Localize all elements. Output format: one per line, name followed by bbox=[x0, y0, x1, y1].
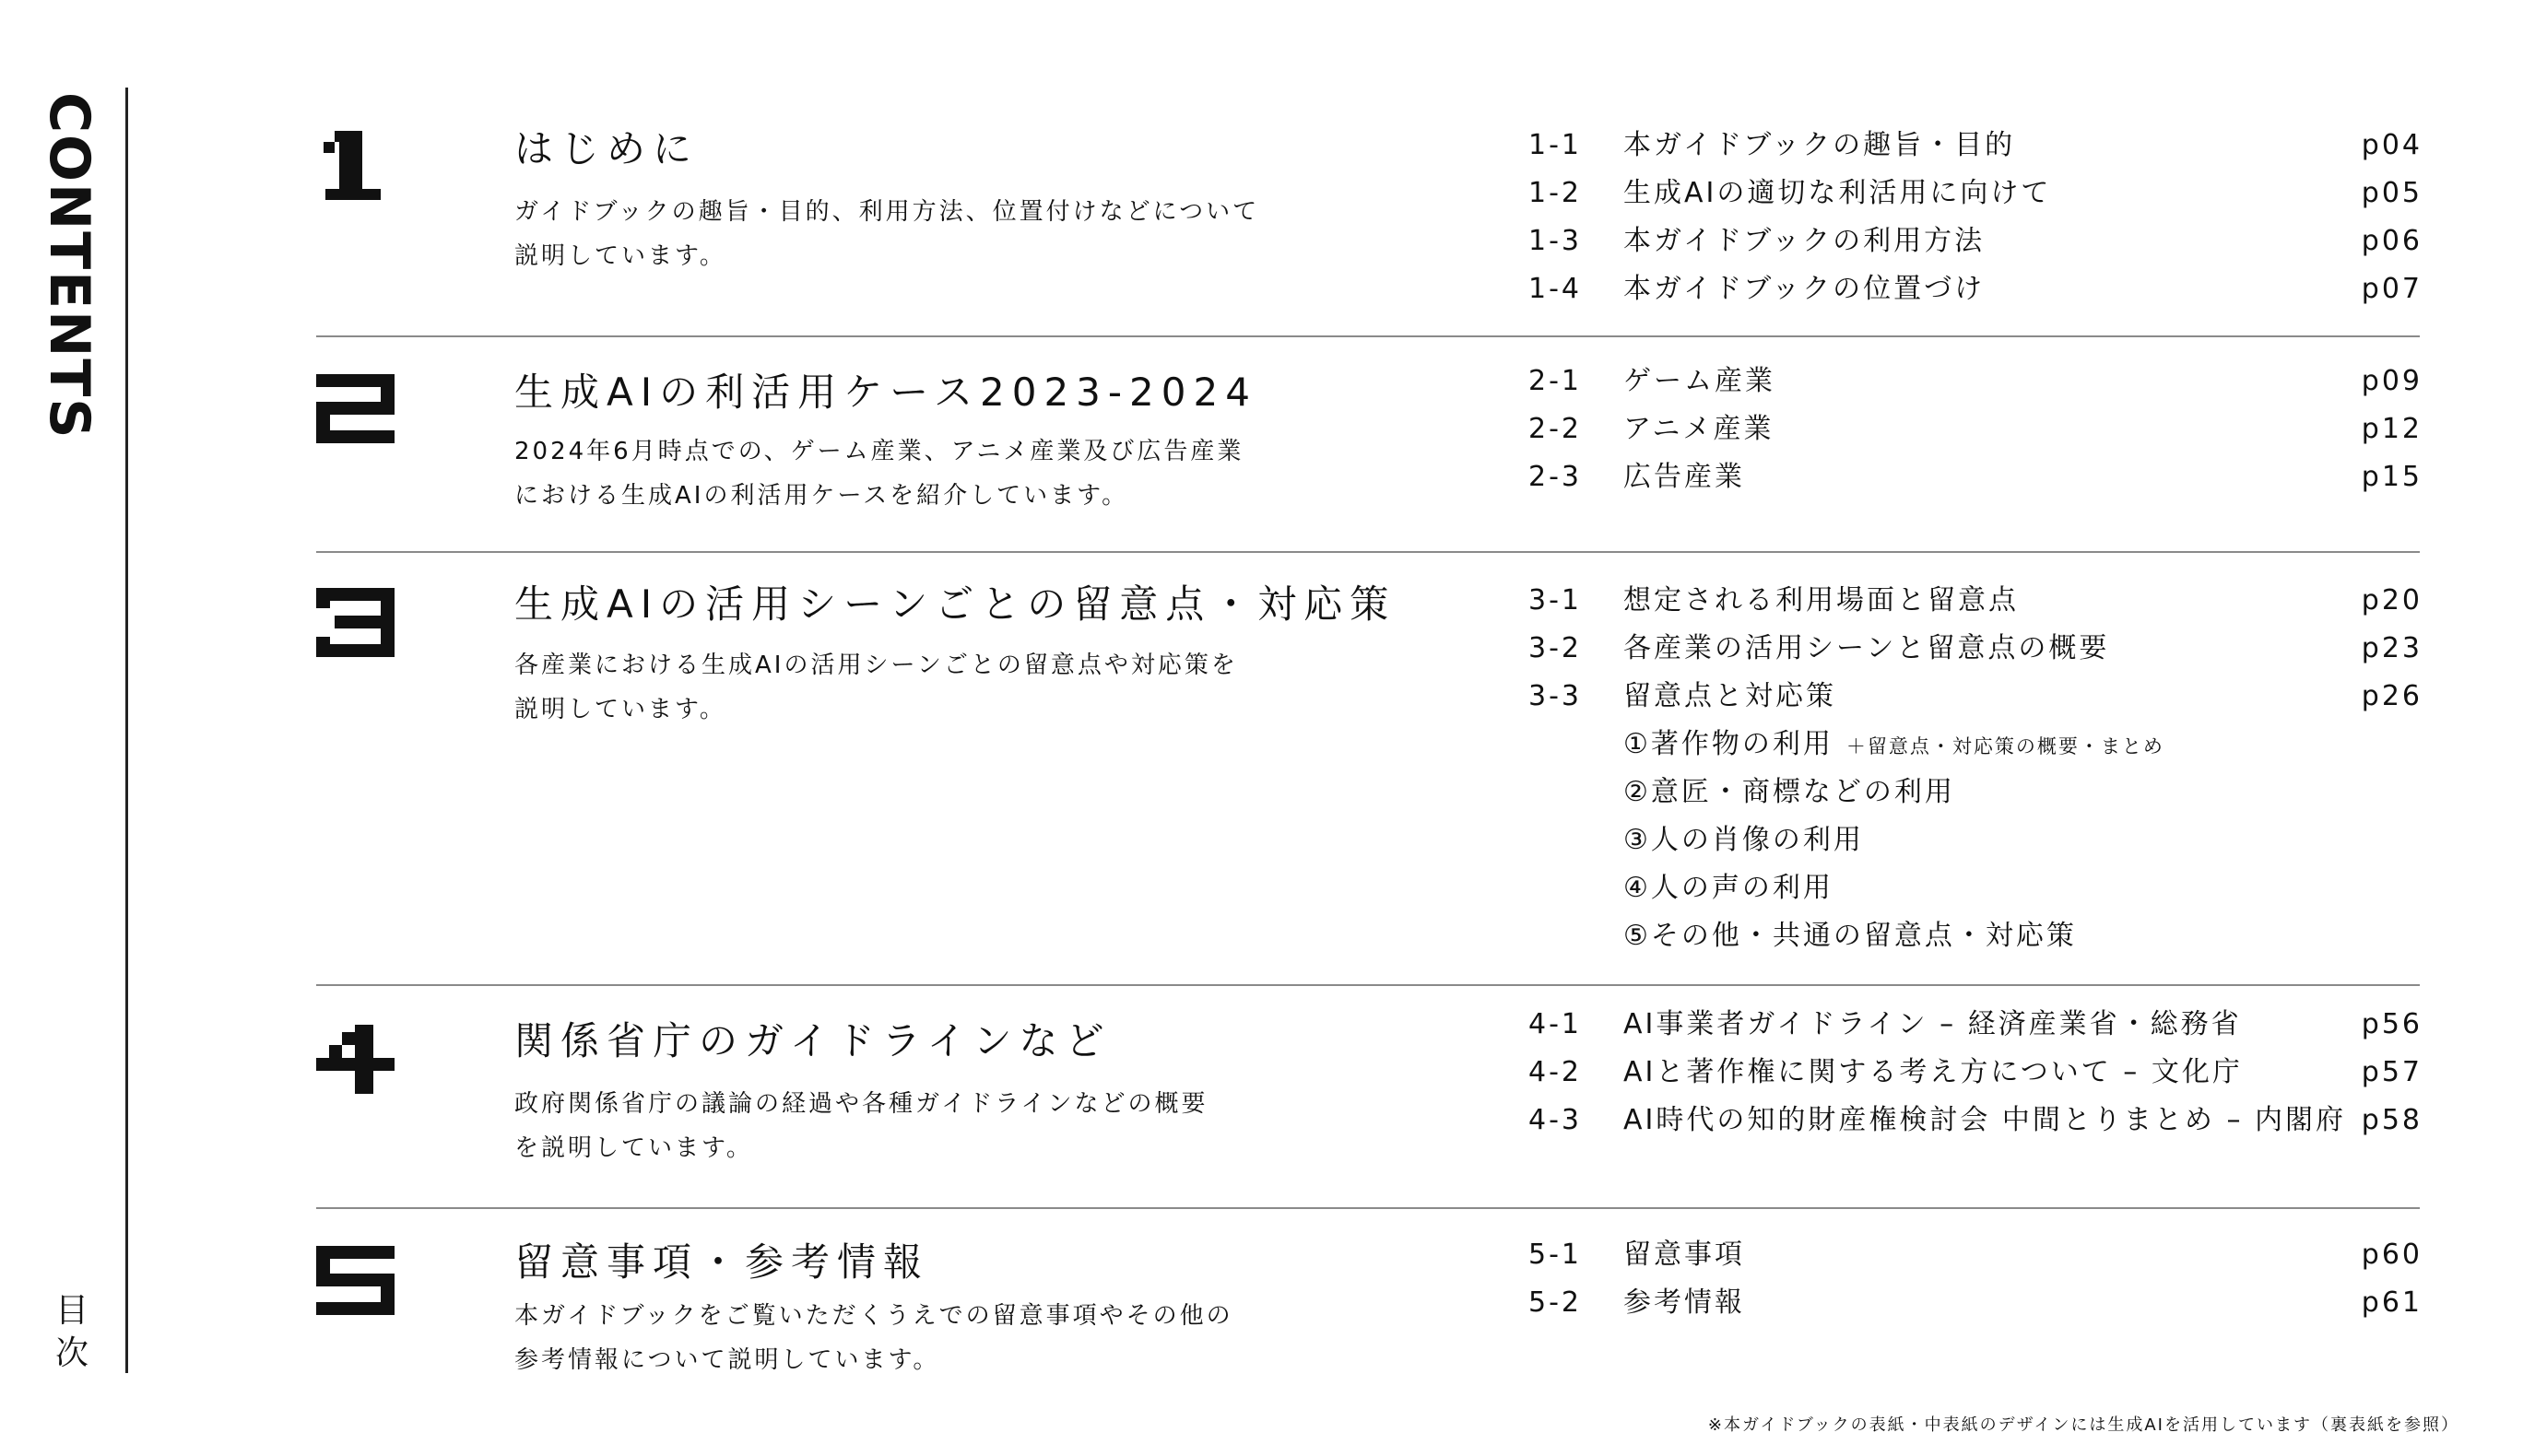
section-desc-2 bbox=[514, 429, 1270, 518]
toc-item-4-1[interactable] bbox=[1528, 1001, 2423, 1049]
section-1 bbox=[316, 122, 2423, 334]
mokuji-char-1: 目 bbox=[54, 1292, 88, 1330]
section-number-3-icon bbox=[316, 588, 395, 666]
toc-item-1-1[interactable] bbox=[1528, 122, 2423, 170]
toc-page: p26 bbox=[2361, 680, 2423, 712]
toc-code: 3-2 bbox=[1528, 632, 1582, 664]
toc-item-2-1[interactable] bbox=[1528, 358, 2423, 405]
section-desc-2-line-1: 2024年6月時点での、ゲーム産業、アニメ産業及び広告産業 bbox=[514, 438, 1244, 465]
toc-label: 各産業の活用シーンと留意点の概要 bbox=[1623, 632, 2110, 664]
section-divider-1 bbox=[316, 335, 2420, 337]
contents-title-text: CONTENTS bbox=[37, 92, 101, 440]
toc-page: p15 bbox=[2361, 461, 2423, 493]
toc-subitem-text: ①著作物の利用 bbox=[1623, 728, 1833, 760]
section-5 bbox=[316, 1235, 2423, 1391]
section-divider-3 bbox=[316, 984, 2420, 986]
toc-item-3-2[interactable] bbox=[1528, 625, 2423, 673]
toc-label: AIと著作権に関する考え方について – 文化庁 bbox=[1623, 1056, 2243, 1088]
toc-page: p20 bbox=[2361, 584, 2423, 616]
toc-item-5-2[interactable] bbox=[1528, 1279, 2423, 1327]
section-desc-5-line-1: 本ガイドブックをご覧いただくうえでの留意事項やその他の bbox=[514, 1302, 1233, 1330]
toc-item-4-2[interactable] bbox=[1528, 1049, 2423, 1097]
toc-code: 1-3 bbox=[1528, 225, 1582, 257]
section-desc-5 bbox=[514, 1294, 1270, 1382]
section-number-2-icon bbox=[316, 374, 395, 452]
toc-item-5-1[interactable] bbox=[1528, 1231, 2423, 1279]
toc-label: ゲーム産業 bbox=[1623, 365, 1775, 397]
toc-code: 2-1 bbox=[1528, 365, 1582, 397]
toc-subitem-1[interactable] bbox=[1528, 721, 2423, 769]
toc-label: AI時代の知的財産権検討会 中間とりまとめ – 内閣府 bbox=[1623, 1104, 2346, 1136]
contents-vertical-title bbox=[37, 92, 101, 440]
toc-item-2-2[interactable] bbox=[1528, 405, 2423, 453]
digit-5-glyph bbox=[316, 1246, 395, 1315]
toc-item-1-2[interactable] bbox=[1528, 170, 2423, 217]
toc-code: 4-3 bbox=[1528, 1104, 1582, 1136]
toc-code: 3-1 bbox=[1528, 584, 1582, 616]
toc-page: p09 bbox=[2361, 365, 2423, 397]
section-desc-3-line-1: 各産業における生成AIの活用シーンごとの留意点や対応策を bbox=[514, 652, 1238, 679]
toc-page: p57 bbox=[2361, 1056, 2423, 1088]
section-divider-2 bbox=[316, 551, 2420, 553]
section-number-1-icon bbox=[316, 131, 395, 209]
section-desc-3-line-2: 説明しています。 bbox=[514, 696, 726, 723]
section-2 bbox=[316, 365, 2423, 549]
section-number-5-icon bbox=[316, 1246, 395, 1324]
toc-subitem-note: ＋留意点・対応策の概要・まとめ bbox=[1845, 735, 2164, 757]
digit-4-glyph bbox=[316, 1025, 395, 1094]
section-number-4-icon bbox=[316, 1025, 395, 1103]
section-3-items bbox=[1528, 577, 2423, 960]
section-1-items bbox=[1528, 122, 2423, 313]
toc-label: 留意点と対応策 bbox=[1623, 680, 1836, 712]
toc-page: p05 bbox=[2361, 177, 2423, 209]
toc-page: p56 bbox=[2361, 1008, 2423, 1040]
section-desc-1-line-2: 説明しています。 bbox=[514, 242, 726, 270]
toc-page: p12 bbox=[2361, 413, 2423, 445]
section-title-4: 関係省庁のガイドラインなど bbox=[514, 1018, 1112, 1063]
section-desc-5-line-2: 参考情報について説明しています。 bbox=[514, 1346, 940, 1374]
section-5-items bbox=[1528, 1231, 2423, 1327]
toc-subitem-label bbox=[1623, 721, 2164, 770]
toc-code: 2-3 bbox=[1528, 461, 1582, 493]
toc-code: 1-1 bbox=[1528, 129, 1582, 161]
toc-label: 想定される利用場面と留意点 bbox=[1623, 584, 2019, 616]
section-2-items bbox=[1528, 358, 2423, 501]
section-title-3: 生成AIの活用シーンごとの留意点・対応策 bbox=[514, 581, 1397, 627]
toc-code: 1-2 bbox=[1528, 177, 1582, 209]
section-desc-4-line-2: を説明しています。 bbox=[514, 1134, 753, 1162]
toc-subitem-5[interactable] bbox=[1528, 912, 2423, 960]
toc-code: 2-2 bbox=[1528, 413, 1582, 445]
section-4 bbox=[316, 1008, 2423, 1198]
section-desc-3 bbox=[514, 643, 1270, 732]
toc-label: 留意事項 bbox=[1623, 1239, 1745, 1271]
section-desc-1-line-1: ガイドブックの趣旨・目的、利用方法、位置付けなどについて bbox=[514, 198, 1260, 226]
toc-item-1-4[interactable] bbox=[1528, 265, 2423, 313]
digit-2-glyph bbox=[316, 374, 395, 443]
toc-item-1-3[interactable] bbox=[1528, 217, 2423, 265]
toc-label: 本ガイドブックの位置づけ bbox=[1623, 273, 1986, 305]
section-divider-4 bbox=[316, 1207, 2420, 1209]
toc-label: 本ガイドブックの趣旨・目的 bbox=[1623, 129, 2016, 161]
toc-label: 本ガイドブックの利用方法 bbox=[1623, 225, 1986, 257]
toc-code: 3-3 bbox=[1528, 680, 1582, 712]
toc-page: p07 bbox=[2361, 273, 2423, 305]
toc-label: 広告産業 bbox=[1623, 461, 1745, 493]
toc-subitem-4[interactable] bbox=[1528, 864, 2423, 912]
toc-page: p04 bbox=[2361, 129, 2423, 161]
toc-subitem-text: ②意匠・商標などの利用 bbox=[1623, 776, 1955, 808]
section-desc-4-line-1: 政府関係省庁の議論の経過や各種ガイドラインなどの概要 bbox=[514, 1090, 1209, 1118]
section-4-items bbox=[1528, 1001, 2423, 1145]
toc-page: p23 bbox=[2361, 632, 2423, 664]
toc-code: 4-1 bbox=[1528, 1008, 1582, 1040]
footnote: ※本ガイドブックの表紙・中表紙のデザインには生成AIを活用しています（裏表紙を参照） bbox=[1707, 1415, 2459, 1435]
toc-subitem-2[interactable] bbox=[1528, 769, 2423, 816]
section-title-5: 留意事項・参考情報 bbox=[514, 1239, 930, 1285]
toc-label: アニメ産業 bbox=[1623, 413, 1774, 445]
toc-page: p58 bbox=[2361, 1104, 2423, 1136]
section-title-1: はじめに bbox=[514, 126, 700, 171]
toc-item-2-3[interactable] bbox=[1528, 453, 2423, 501]
section-title-2: 生成AIの利活用ケース2023-2024 bbox=[514, 370, 1257, 415]
toc-subitem-3[interactable] bbox=[1528, 816, 2423, 864]
toc-item-4-3[interactable] bbox=[1528, 1097, 2423, 1145]
vertical-divider bbox=[125, 88, 128, 1373]
toc-label: 参考情報 bbox=[1623, 1286, 1745, 1319]
toc-item-3-1[interactable] bbox=[1528, 577, 2423, 625]
toc-code: 5-2 bbox=[1528, 1286, 1582, 1319]
section-3 bbox=[316, 577, 2423, 982]
toc-item-3-3[interactable] bbox=[1528, 673, 2423, 721]
toc-subitem-text: ④人の声の利用 bbox=[1623, 872, 1833, 904]
toc-page: p60 bbox=[2361, 1239, 2423, 1271]
toc-label: 生成AIの適切な利活用に向けて bbox=[1623, 177, 2052, 209]
mokuji-label bbox=[53, 1290, 90, 1375]
toc-subitem-text: ⑤その他・共通の留意点・対応策 bbox=[1623, 920, 2077, 952]
mokuji-char-2: 次 bbox=[54, 1334, 88, 1372]
digit-3-glyph bbox=[316, 588, 395, 657]
section-desc-1 bbox=[514, 190, 1270, 278]
toc-subitem-text: ③人の肖像の利用 bbox=[1623, 824, 1864, 856]
toc-code: 5-1 bbox=[1528, 1239, 1582, 1271]
toc-code: 1-4 bbox=[1528, 273, 1582, 305]
toc-label: AI事業者ガイドライン – 経済産業省・総務省 bbox=[1623, 1008, 2242, 1040]
section-desc-2-line-2: における生成AIの利活用ケースを紹介しています。 bbox=[514, 482, 1129, 510]
toc-page: p06 bbox=[2361, 225, 2423, 257]
toc-page: p61 bbox=[2361, 1286, 2423, 1319]
digit-1-glyph bbox=[316, 131, 395, 200]
section-desc-4 bbox=[514, 1082, 1270, 1170]
toc-code: 4-2 bbox=[1528, 1056, 1582, 1088]
